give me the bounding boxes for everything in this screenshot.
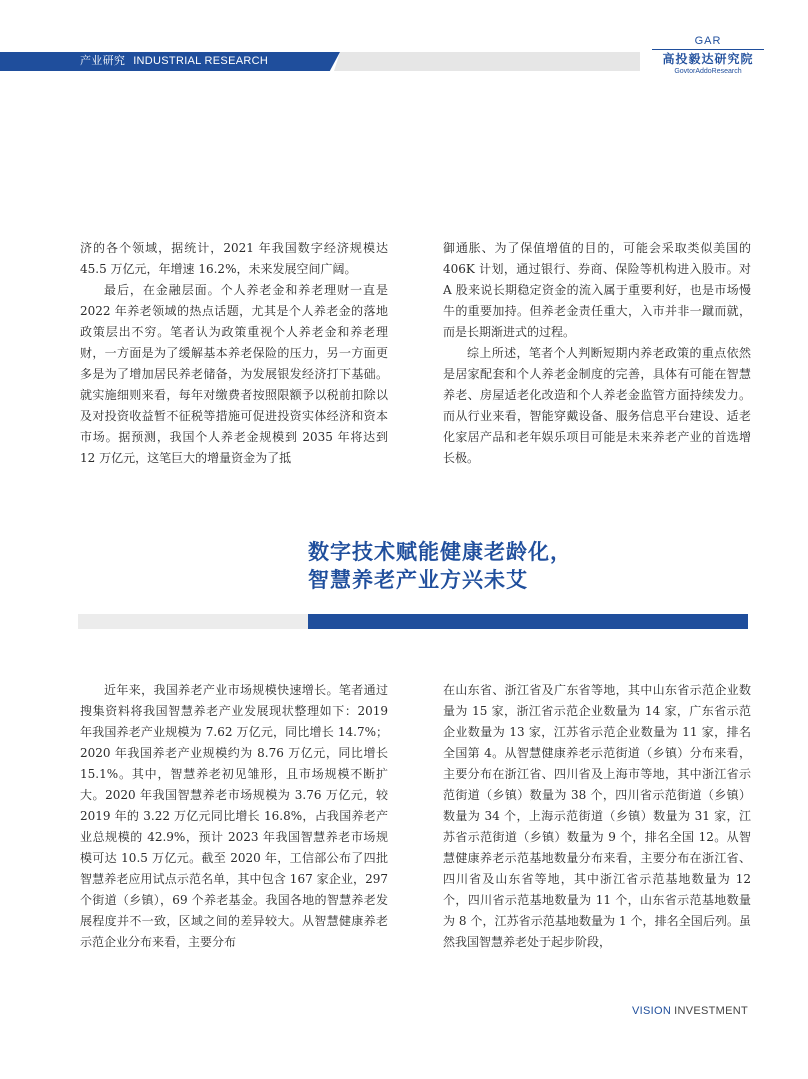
logo-abbr: GAR [694,35,722,47]
header-section-label [80,53,268,70]
section-title-line-1: 数字技术赋能健康老龄化， [308,540,572,564]
section-title [308,538,748,594]
text-column-4 [443,680,751,953]
paragraph: 近年来，我国养老产业市场规模快速增长。笔者通过搜集资料将我国智慧养老产业发展现状整理如下：2019 年我国养老产业规模为 7.62 万亿元，同比增长 14.7%；2020 年我国养老产业规模约为 8.76 万亿元，同比增长 15.1%。其中，智慧养老初见雏形，且市场规模不断扩大。2020 年我国智慧养老市场规模为 3.76 万亿元，较 2019 年的 3.22 万亿元同比增长 16.8%，占我国养老产业总规模的 42.9%，预计 2023 年我国智慧养老市场规模可达 10.5 万亿元。截至 2020 年，工信部公布了四批智慧养老应用试点示范名单，其中包含 167 家企业，297 个街道（乡镇），69 个养老基金。我国各地的智慧养老发展程度并不一致，区域之间的差异较大。从智慧健康养老示范企业分布来看，主要分布 [80,683,388,949]
header-section-en: INDUSTRIAL RESEARCH [133,55,269,67]
footer-brand [632,1005,748,1017]
footer-word-vision: VISION [632,1005,672,1017]
section-title-line-2: 智慧养老产业方兴未艾 [308,568,528,592]
paragraph: 综上所述，笔者个人判断短期内养老政策的重点依然是居家配套和个人养老金制度的完善，具体有可能在智慧养老、房屋适老化改造和个人养老金监管方面持续发力。而从行业来看，智能穿戴设备、服务信息平台建设、适老化家居产品和老年娱乐项目可能是未来养老产业的首选增长极。 [443,346,751,465]
text-column-3 [80,680,388,953]
text-column-2 [443,238,751,469]
publisher-logo [648,34,768,76]
paragraph: 最后，在金融层面。个人养老金和养老理财一直是 2022 年养老领域的热点话题，尤其是个人养老金的落地政策层出不穷。笔者认为政策重视个人养老金和养老理财，一方面是为了缓解基本养老保险的压力，另一方面更多是为了增加居民养老储备，为发展银发经济打下基础。就实施细则来看，每年对缴费者按照限额予以税前扣除以及对投资收益暂不征税等措施可促进投资实体经济和资本市场。据预测，我国个人养老金规模到 2035 年将达到 12 万亿元，这笔巨大的增量资金为了抵 [80,283,388,465]
logo-name-cn: 高投毅达研究院 [662,52,754,66]
logo-name-en: GovtorAddoResearch [674,68,742,75]
section-divider-gray [78,614,308,629]
footer-word-investment: INVESTMENT [674,1005,748,1017]
paragraph: 在山东省、浙江省及广东省等地，其中山东省示范企业数量为 15 家，浙江省示范企业数量为 14 家，广东省示范企业数量为 13 家，江苏省示范企业数量为 11 家，排名全国第 4。从智慧健康养老示范街道（乡镇）分布来看，主要分布在浙江省、四川省及上海市等地，其中浙江省示范街道（乡镇）数量为 38 个，四川省示范街道（乡镇）数量为 34 个，上海示范街道（乡镇）数量为 31 家，江苏省示范街道（乡镇）数量为 9 个，排名全国 12。从智慧健康养老示范基地数量分布来看，主要分布在浙江省、四川省及山东省等地，其中浙江省示范基地数量为 12 个，四川省示范基地数量为 11 个，山东省示范基地数量为 8 个，江苏省示范基地数量为 1 个，排名全国后列。虽然我国智慧养老处于起步阶段， [443,683,751,949]
section-divider-blue [308,614,748,629]
logo-divider [652,49,764,50]
header-section-cn: 产业研究 [80,55,126,67]
text-column-1 [80,238,388,469]
header-bar-gray [334,52,640,71]
paragraph: 御通胀、为了保值增值的目的，可能会采取类似美国的 406K 计划，通过银行、券商、保险等机构进入股市。对 A 股来说长期稳定资金的流入属于重要利好，也是市场慢牛的重要加持。但养老金责任重大，入市并非一蹴而就，而是长期渐进式的过程。 [443,241,751,339]
paragraph: 济的各个领域，据统计，2021 年我国数字经济规模达 45.5 万亿元，年增速 16.2%，未来发展空间广阔。 [80,241,388,276]
